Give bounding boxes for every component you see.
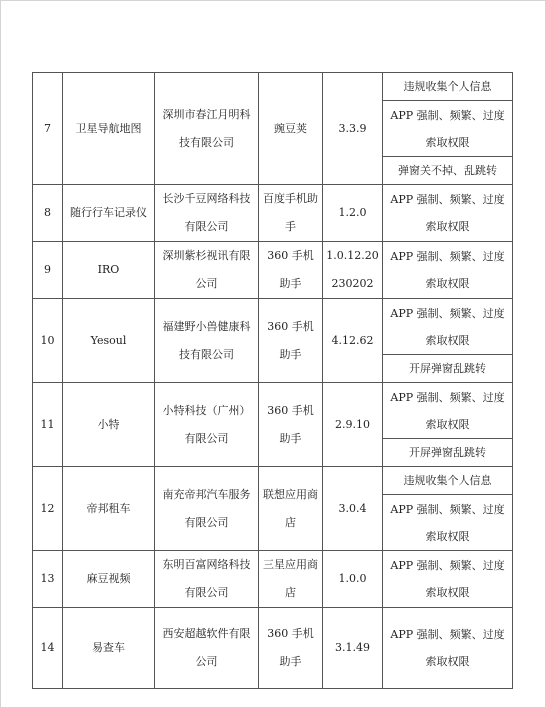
issue-cell: APP 强制、频繁、过度索取权限 bbox=[383, 185, 513, 242]
app-store: 360 手机助手 bbox=[259, 608, 323, 689]
row-number: 9 bbox=[33, 242, 63, 299]
app-store: 联想应用商店 bbox=[259, 467, 323, 551]
table-row bbox=[33, 185, 513, 242]
row-number: 7 bbox=[33, 73, 63, 185]
table-row bbox=[33, 608, 513, 689]
issue-cell: APP 强制、频繁、过度索取权限 bbox=[383, 242, 513, 299]
row-number: 13 bbox=[33, 551, 63, 608]
issue-cell: APP 强制、频繁、过度索取权限 bbox=[383, 551, 513, 608]
row-number: 11 bbox=[33, 383, 63, 467]
app-store: 360 手机助手 bbox=[259, 242, 323, 299]
app-store: 百度手机助手 bbox=[259, 185, 323, 242]
app-name: 麻豆视频 bbox=[63, 551, 155, 608]
issue-cell: 开屏弹窗乱跳转 bbox=[383, 355, 513, 383]
app-store: 360 手机助手 bbox=[259, 383, 323, 467]
app-version: 1.0.12.20230202 bbox=[323, 242, 383, 299]
app-version: 1.0.0 bbox=[323, 551, 383, 608]
developer-company: 深圳市春江月明科技有限公司 bbox=[155, 73, 259, 185]
developer-company: 西安超越软件有限公司 bbox=[155, 608, 259, 689]
issue-cell: APP 强制、频繁、过度索取权限 bbox=[383, 495, 513, 551]
issue-cell: APP 强制、频繁、过度索取权限 bbox=[383, 299, 513, 355]
app-version: 3.3.9 bbox=[323, 73, 383, 185]
issue-cell: 违规收集个人信息 bbox=[383, 73, 513, 101]
table-row bbox=[33, 299, 513, 355]
page-edge-left bbox=[0, 0, 1, 707]
page-edge-top bbox=[0, 0, 546, 1]
table-row bbox=[33, 551, 513, 608]
row-number: 10 bbox=[33, 299, 63, 383]
row-number: 8 bbox=[33, 185, 63, 242]
app-name: 卫星导航地图 bbox=[63, 73, 155, 185]
developer-company: 长沙千豆网络科技有限公司 bbox=[155, 185, 259, 242]
app-name: 小特 bbox=[63, 383, 155, 467]
row-number: 12 bbox=[33, 467, 63, 551]
app-store: 360 手机助手 bbox=[259, 299, 323, 383]
app-name: 随行行车记录仪 bbox=[63, 185, 155, 242]
app-version: 4.12.62 bbox=[323, 299, 383, 383]
issue-cell: APP 强制、频繁、过度索取权限 bbox=[383, 101, 513, 157]
issue-cell: APP 强制、频繁、过度索取权限 bbox=[383, 383, 513, 439]
app-store: 三星应用商店 bbox=[259, 551, 323, 608]
issue-cell: 违规收集个人信息 bbox=[383, 467, 513, 495]
developer-company: 深圳紫杉视讯有限公司 bbox=[155, 242, 259, 299]
app-version: 2.9.10 bbox=[323, 383, 383, 467]
table-row bbox=[33, 73, 513, 101]
app-version: 1.2.0 bbox=[323, 185, 383, 242]
developer-company: 南充帝邦汽车服务有限公司 bbox=[155, 467, 259, 551]
developer-company: 福建野小兽健康科技有限公司 bbox=[155, 299, 259, 383]
issue-cell: 开屏弹窗乱跳转 bbox=[383, 439, 513, 467]
app-store: 豌豆荚 bbox=[259, 73, 323, 185]
app-version: 3.1.49 bbox=[323, 608, 383, 689]
table-row bbox=[33, 383, 513, 439]
app-violation-table bbox=[32, 72, 513, 689]
table-row bbox=[33, 242, 513, 299]
issue-cell: APP 强制、频繁、过度索取权限 bbox=[383, 608, 513, 689]
app-version: 3.0.4 bbox=[323, 467, 383, 551]
app-name: Yesoul bbox=[63, 299, 155, 383]
app-name: 帝邦租车 bbox=[63, 467, 155, 551]
app-name: IRO bbox=[63, 242, 155, 299]
developer-company: 东明百富网络科技有限公司 bbox=[155, 551, 259, 608]
row-number: 14 bbox=[33, 608, 63, 689]
developer-company: 小特科技（广州）有限公司 bbox=[155, 383, 259, 467]
issue-cell: 弹窗关不掉、乱跳转 bbox=[383, 157, 513, 185]
app-name: 易查车 bbox=[63, 608, 155, 689]
table-row bbox=[33, 467, 513, 495]
